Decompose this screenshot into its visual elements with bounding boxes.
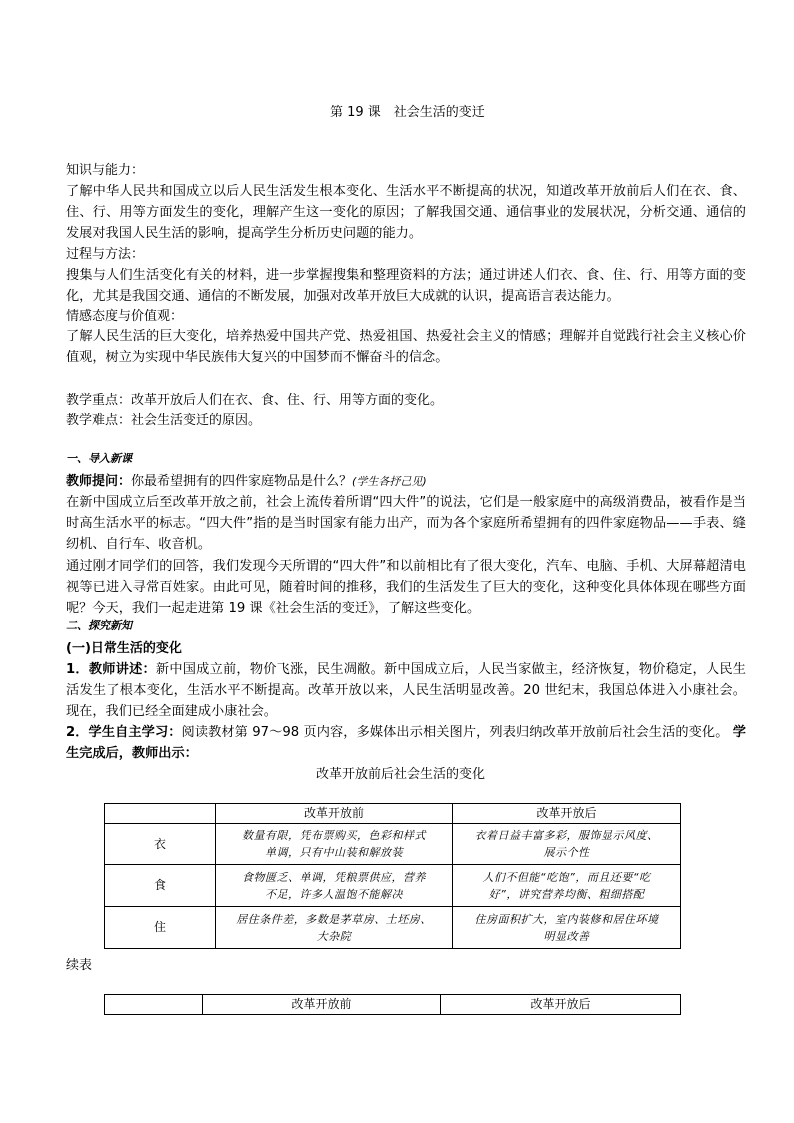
table-row [105,824,681,865]
table-row [105,865,681,907]
process-text-body: 搜集与人们生活变化有关的材料，进一步掌握搜集和整理资料的方法；通过讲述人们衣、食、住、行、用等方面的变化，尤其是我国交通、通信的不断发展，加强对改革开放巨大成就的认识，提高语言表达能力。 [66,268,746,304]
row-after-line: 衣着日益丰富多彩，服饰显示风度、 [474,829,659,842]
continued-header-after: 改革开放后 [441,995,681,1015]
question-note: (学生各抒己见) [352,475,427,488]
row-before-cell [216,907,453,949]
continued-header-row [105,995,681,1015]
row-before-cell [216,865,453,907]
row-after-line: 人们不但能“吃饱”，而且还要“吃 [482,870,651,884]
row-after-line: 住房面积扩大，室内装修和居住环境 [474,912,659,926]
knowledge-text-body: 了解中华人民共和国成立以后人民生活发生根本变化、生活水平不断提高的状况，知道改革开放前后人们在衣、食、住、行、用等方面发生的变化，理解产生这一变化的原因；了解我国交通、通信事业的发展状况，分析交通、通信的发展对我国人民生活的影响，提高学生分析历史问题的能力。 [66,184,746,241]
daily-life-subheading: (一)日常生活的变化 [66,641,182,656]
process-heading: 过程与方法： [66,247,145,262]
table-header-row [105,804,681,824]
row-after-line: 明显改善 [543,929,590,943]
row-after-cell [453,865,681,907]
table-row [105,907,681,949]
header-empty [105,804,216,824]
intro-paragraph-1 [66,492,746,555]
row-label-housing: 住 [105,907,216,949]
knowledge-text [66,181,746,244]
teaching-focus: 教学重点：改革开放后人们在衣、食、住、行、用等方面的变化。 [66,393,444,408]
continued-header-before: 改革开放前 [203,995,441,1015]
row-after-cell [453,907,681,949]
row-after-line: 好”，讲究营养均衡、粗细搭配 [488,887,645,901]
row-before-line: 居住条件差，多数是茅草房、土坯房、 [236,912,432,926]
continued-table [104,994,681,1015]
item2-text: 阅读教材第 97～98 页内容，多媒体出示相关图片，列表归纳改革开放前后社会生活的变化。 [181,725,729,740]
continued-header-empty [105,995,203,1015]
item1-label: 1．教师讲述： [66,662,156,677]
values-heading: 情感态度与价值观： [66,309,184,324]
section2-heading: 二、探究新知 [66,619,132,632]
values-text-body: 了解人民生活的巨大变化，培养热爱中国共产党、热爱祖国、热爱社会主义的情感；理解并自觉践行社会主义核心价值观，树立为实现中华民族伟大复兴的中国梦而不懈奋斗的信念。 [66,329,746,365]
item2-label: 2．学生自主学习： [66,725,182,740]
page-title: 第 19 课 社会生活的变迁 [330,105,485,120]
row-label-food: 食 [105,865,216,907]
table-caption: 改革开放前后社会生活的变化 [316,767,486,782]
row-after-line: 展示个性 [543,846,590,859]
values-text [66,326,746,368]
item1-text: 新中国成立前，物价飞涨，民生凋敝。新中国成立后，人民当家做主，经济恢复，物价稳定，人民生活发生了根本变化，生活水平不断提高。改革开放以来，人民生活明显改善。20 世纪末，我国总体进入小康社会。现在，我们已经全面建成小康社会。 [66,662,746,719]
process-text [66,265,746,307]
item1-paragraph [66,659,746,722]
row-label-clothing: 衣 [105,824,216,865]
header-after: 改革开放后 [453,804,681,824]
row-before-line: 数量有限，凭布票购买，色彩和样式 [242,829,426,842]
header-before: 改革开放前 [216,804,453,824]
question-text: 你最希望拥有的四件家庭物品是什么？ [131,474,353,489]
section1-heading: 一、导入新课 [66,452,132,465]
row-after-cell [453,824,681,865]
item2-paragraph [66,722,746,764]
teacher-question [66,471,427,492]
row-before-line: 单调，只有中山装和解放装 [265,846,403,859]
row-before-line: 大杂院 [316,929,352,943]
teaching-difficulty: 教学难点：社会生活变迁的原因。 [66,413,262,428]
knowledge-heading: 知识与能力： [66,163,145,178]
item2-tail: 学生完成后，教师出示： [66,725,746,761]
comparison-table [104,803,681,949]
question-label: 教师提问： [66,474,132,489]
intro-paragraph-2 [66,556,746,619]
row-before-line: 食物匮乏、单调，凭粮票供应，营养 [242,870,426,884]
continued-label: 续表 [66,958,93,973]
intro-paragraph-1-text: 在新中国成立后至改革开放之前，社会上流传着所谓“四大件”的说法，它们是一般家庭中的高级消费品，被看作是当时高生活水平的标志。“四大件”指的是当时国家有能力出产，而为各个家庭所希望拥有的四件家庭物品——手表、缝纫机、自行车、收音机。 [66,495,746,552]
row-before-line: 不足，许多人温饱不能解决 [265,887,403,901]
intro-paragraph-2-text: 通过刚才同学们的回答，我们发现今天所谓的“四大件”和以前相比有了很大变化，汽车、电脑、手机、大屏幕超清电视等已进入寻常百姓家。由此可见，随着时间的推移，我们的生活发生了巨大的变化，这种变化具体体现在哪些方面呢？今天，我们一起走进第 19 课《社会生活的变迁》，了解这些变化。 [66,559,746,616]
row-before-cell [216,824,453,865]
